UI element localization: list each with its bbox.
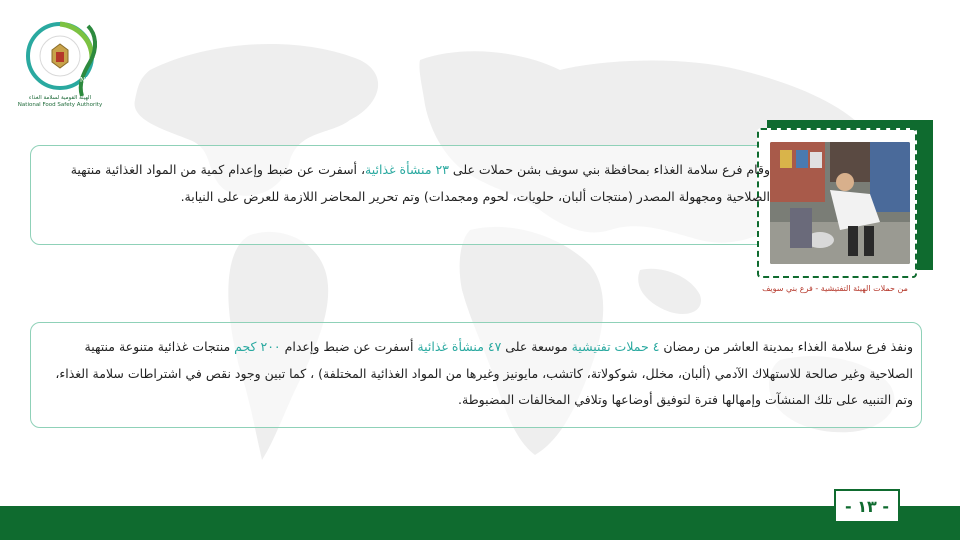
- paragraph-1-text-end: ، أسفرت عن ضبط وإعدام كمية من المواد الغذائية منتهية الصلاحية ومجهولة المصدر (منتجات ألبان، حلويات، لحوم ومجمدات) وتم تحرير المحاضر اللازمة للعرض على النيابة.: [70, 162, 770, 204]
- paragraph-2-text-3: أسفرت عن ضبط وإعدام: [280, 339, 418, 354]
- nfsa-logo: [18, 14, 108, 114]
- photo-caption: من حملات الهيئة التفتيشية - فرع بني سويف: [762, 284, 908, 293]
- logo-caption-english: National Food Safety Authority: [17, 102, 103, 108]
- nfsa-emblem-icon: [18, 14, 108, 104]
- inspection-photo-frame: [757, 120, 933, 285]
- inspection-photo: [770, 142, 910, 264]
- paragraph-1-text-start: وقام فرع سلامة الغذاء بمحافظة بني سويف بشن حملات على: [448, 162, 770, 177]
- paragraph-2-highlight-campaigns: ٤ حملات تفتيشية: [571, 339, 660, 354]
- paragraph-1: [42, 156, 770, 210]
- paragraph-2-highlight-weight: ٢٠٠ كجم: [234, 339, 281, 354]
- page-number: - ١٣ -: [834, 489, 900, 523]
- logo-caption-arabic: الهيئة القومية لسلامة الغذاء: [28, 95, 92, 101]
- paragraph-2-text-1: ونفذ فرع سلامة الغذاء بمدينة العاشر من رمضان: [659, 339, 913, 354]
- footer-bar: [0, 506, 960, 540]
- paragraph-2-text-4: منتجات غذائية متنوعة منتهية الصلاحية وغير صالحة للاستهلاك الآدمي (ألبان، مخلل، شوكولاتة، كاتشب، مايونيز وغيرها من المواد الغذائية المختلفة) ، كما تبين وجود نقص في اشتراطات سلامة الغذاء، وتم التنبيه على تلك المنشآت وإمهالها فترة لتوفيق أوضاعها وتلافي المخالفات المضبوطة.: [55, 339, 913, 407]
- paragraph-2-text-2: موسعة على: [501, 339, 572, 354]
- svg-text:NFSA: NFSA: [80, 76, 99, 84]
- paragraph-2: [43, 334, 913, 414]
- paragraph-1-highlight: ٢٣ منشأة غذائية: [365, 162, 449, 177]
- paragraph-2-highlight-facilities: ٤٧ منشأة غذائية: [417, 339, 502, 354]
